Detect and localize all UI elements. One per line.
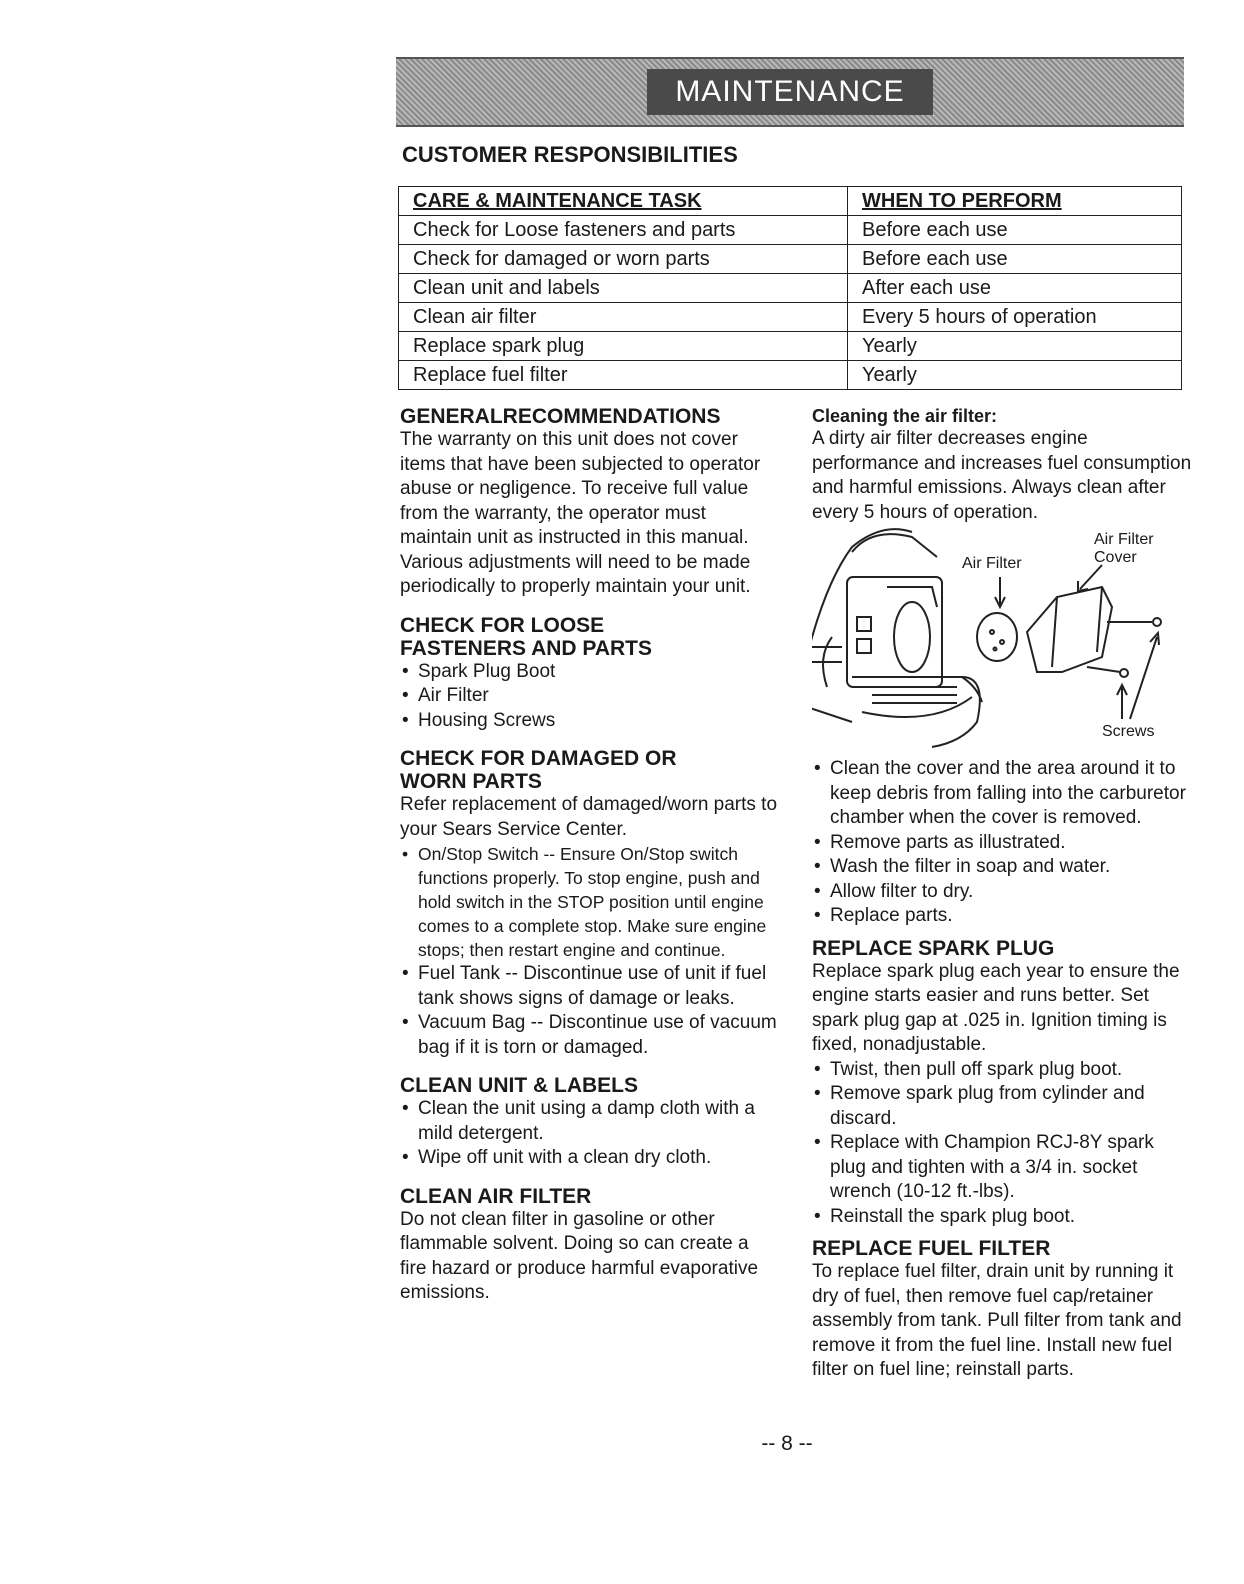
table-cell-task: Replace spark plug xyxy=(399,332,848,361)
screws-label: Screws xyxy=(1102,723,1155,740)
list-item: • Spark Plug Boot xyxy=(400,660,780,685)
general-recommendations-title: GENERALRECOMMENDATIONS xyxy=(400,405,721,428)
clean-unit-list xyxy=(400,1097,780,1171)
table-cell-task: Replace fuel filter xyxy=(399,361,848,390)
list-item: • Replace with Champion RCJ-8Y spark plug and tighten with a 3/4 in. socket wrench (10-12 ft.-lbs). xyxy=(812,1131,1194,1205)
right-column xyxy=(812,405,1194,1383)
replace-fuel-filter-title: REPLACE FUEL FILTER xyxy=(812,1237,1051,1260)
loose-fasteners-title-line2: FASTENERS AND PARTS xyxy=(400,636,653,660)
damaged-parts-title-line1: CHECK FOR DAMAGED OR xyxy=(400,747,677,770)
left-column xyxy=(400,405,780,1306)
cleaning-steps-list xyxy=(812,757,1194,929)
list-item: • Remove parts as illustrated. xyxy=(812,831,1194,856)
table-row xyxy=(399,332,1182,361)
cleaning-air-filter-title: Cleaning the air filter: xyxy=(812,406,998,426)
table-row xyxy=(399,361,1182,390)
clean-unit-title: CLEAN UNIT & LABELS xyxy=(400,1074,638,1097)
clean-air-filter-text: Do not clean filter in gasoline or other flammable solvent. Doing so can create a fire hazard or produce harmful evaporative emissions. xyxy=(400,1208,759,1303)
list-item: • Housing Screws xyxy=(400,709,780,734)
list-item: • Clean the unit using a damp cloth with a mild detergent. xyxy=(400,1097,780,1146)
list-item: • Wash the filter in soap and water. xyxy=(812,855,1194,880)
loose-fasteners-list xyxy=(400,660,780,734)
table-row xyxy=(399,245,1182,274)
general-recommendations-text: The warranty on this unit does not cover items that have been subjected to operator abuse or negligence. To receive full value from the warranty, the operator must maintain unit as instructed in this manual. Various adjustments will need to be made periodically to properly maintain your unit. xyxy=(400,429,761,597)
replace-spark-plug-text: Replace spark plug each year to ensure the engine starts easier and runs better. Set spark plug gap at .025 in. Ignition timing is fixed, nonadjustable. xyxy=(812,960,1180,1055)
table-cell-task: Clean unit and labels xyxy=(399,274,848,303)
table-row xyxy=(399,274,1182,303)
list-item: • Reinstall the spark plug boot. xyxy=(812,1205,1194,1230)
loose-fasteners-title-line1: CHECK FOR LOOSE xyxy=(400,613,605,637)
list-item: • Wipe off unit with a clean dry cloth. xyxy=(400,1146,780,1171)
table-header-row xyxy=(399,187,1182,216)
table-cell-task: Check for Loose fasteners and parts xyxy=(399,216,848,245)
table-row xyxy=(399,303,1182,332)
list-item: • Air Filter xyxy=(400,684,780,709)
table-row xyxy=(399,216,1182,245)
table-header-task: CARE & MAINTENANCE TASK xyxy=(399,187,848,216)
list-item: • Vacuum Bag -- Discontinue use of vacuum bag if it is torn or damaged. xyxy=(400,1011,780,1060)
page-number: -- 8 -- xyxy=(761,1432,813,1455)
table-header-when: WHEN TO PERFORM xyxy=(848,187,1182,216)
damaged-parts-title-line2: WORN PARTS xyxy=(400,770,542,793)
section-banner xyxy=(396,57,1184,127)
list-item: • Fuel Tank -- Discontinue use of unit if fuel tank shows signs of damage or leaks. xyxy=(400,962,780,1011)
table-cell-task: Clean air filter xyxy=(399,303,848,332)
damaged-parts-list xyxy=(400,842,780,1060)
customer-responsibilities-title: CUSTOMER RESPONSIBILITIES xyxy=(402,142,738,167)
banner-title: MAINTENANCE xyxy=(647,69,932,115)
air-filter-cover-label-line1: Air Filter xyxy=(1094,531,1154,548)
table-cell-when: Yearly xyxy=(848,361,1182,390)
table-cell-when: Every 5 hours of operation xyxy=(848,303,1182,332)
table-cell-when: After each use xyxy=(848,274,1182,303)
clean-air-filter-title: CLEAN AIR FILTER xyxy=(400,1184,592,1208)
table-cell-when: Before each use xyxy=(848,245,1182,274)
list-item: • Twist, then pull off spark plug boot. xyxy=(812,1058,1194,1083)
table-cell-when: Yearly xyxy=(848,332,1182,361)
spark-plug-steps-list xyxy=(812,1058,1194,1230)
list-item: • Replace parts. xyxy=(812,904,1194,929)
replace-spark-plug-title: REPLACE SPARK PLUG xyxy=(812,936,1055,960)
damaged-parts-text: Refer replacement of damaged/worn parts to your Sears Service Center. xyxy=(400,794,778,840)
maintenance-table xyxy=(398,186,1182,390)
air-filter-cover-label-line2: Cover xyxy=(1094,549,1137,566)
replace-fuel-filter-text: To replace fuel filter, drain unit by running it dry of fuel, then remove fuel cap/retainer assembly from tank. Pull filter from tank and remove it from the fuel line. Install new fuel filter on fuel line; reinstall parts. xyxy=(812,1261,1182,1380)
table-cell-task: Check for damaged or worn parts xyxy=(399,245,848,274)
table-cell-when: Before each use xyxy=(848,216,1182,245)
air-filter-label: Air Filter xyxy=(962,555,1022,572)
air-filter-illustration xyxy=(812,527,1182,757)
list-item: • Allow filter to dry. xyxy=(812,880,1194,905)
cleaning-air-filter-text: A dirty air filter decreases engine performance and increases fuel consumption and harmful emissions. Always clean after every 5 hours of operation. xyxy=(812,428,1192,523)
list-item: • Remove spark plug from cylinder and discard. xyxy=(812,1082,1194,1131)
list-item: • On/Stop Switch -- Ensure On/Stop switch functions properly. To stop engine, push and hold switch in the STOP position until engine comes to a complete stop. Make sure engine stops; then restart engine and continue. xyxy=(400,842,780,962)
list-item: • Clean the cover and the area around it to keep debris from falling into the carburetor chamber when the cover is removed. xyxy=(812,757,1194,831)
